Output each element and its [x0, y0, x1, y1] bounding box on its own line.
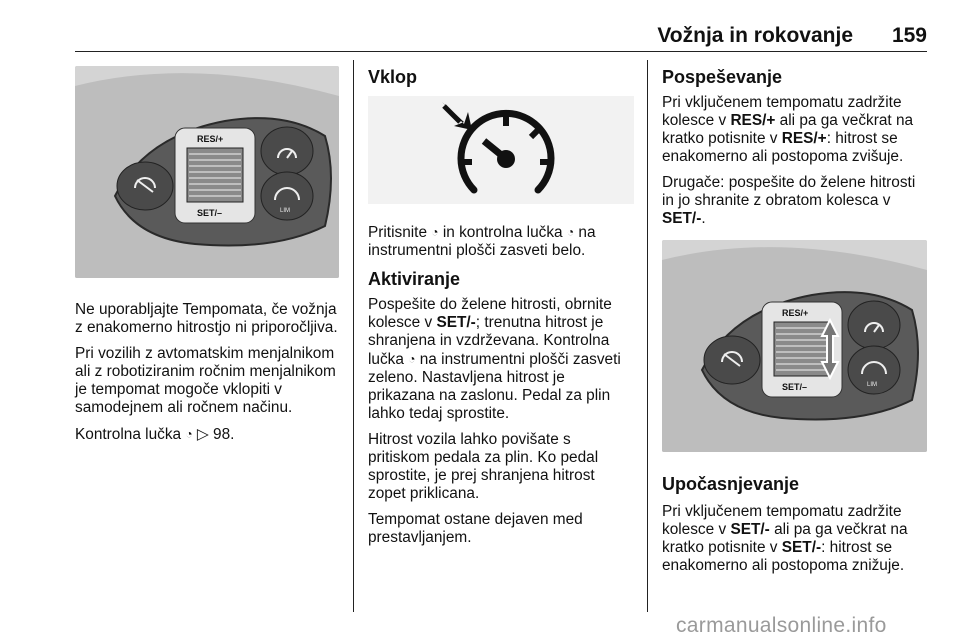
paragraph: Pri vozilih z avtomatskim menjalnikom ali z robotiziranim ročnim menjalnikom je tempomat mogoče vklopiti v samodejnem ali ročnem načinu.	[75, 345, 336, 416]
cruise-control-icon: ◔	[408, 352, 416, 366]
paragraph: Pri vključenem tempomatu zadržite kolesce v RES/+ ali pa ga večkrat na kratko potisnite v RES/+: hitrost se enakomerno ali postopoma zvišuje.	[662, 94, 914, 165]
lim-label: LIM	[867, 382, 878, 388]
cruise-control-symbol-image	[368, 96, 634, 204]
lim-label: LIM	[280, 208, 291, 214]
paragraph: Ne uporabljajte Tempomata, če vožnja z enakomerno hitrostjo ni priporočljiva.	[75, 301, 338, 336]
set-minus-label: SET/–	[782, 382, 808, 392]
column-right	[662, 66, 927, 583]
cruise-control-icon: ◔	[185, 427, 193, 441]
paragraph: Drugače: pospešite do želene hitrosti in jo shranite z obratom kolesca v SET/-.	[662, 174, 916, 227]
paragraph: Pri vključenem tempomatu zadržite kolesce v SET/- ali pa ga večkrat na kratko potisnite v SET/-: hitrost se enakomerno ali postopoma znižuje.	[662, 503, 908, 574]
paragraph: Hitrost vozila lahko povišate s pritiskom pedala za plin. Ko pedal sprostite, je prej shranjena hitrost zopet priklicana.	[368, 431, 599, 502]
page-header	[75, 18, 927, 52]
column-left	[75, 66, 339, 452]
column-divider	[647, 60, 648, 612]
page-reference: 98.	[213, 426, 235, 443]
res-plus-label: RES/+	[782, 308, 809, 318]
heading-pospesevanje: Pospeševanje	[662, 67, 783, 87]
cross-reference: Kontrolna lučka ◔ ▷ 98.	[75, 426, 235, 443]
paragraph: Pritisnite ◔ in kontrolna lučka ◔ na instrumentni plošči zasveti belo.	[368, 224, 596, 259]
column-divider	[353, 60, 354, 612]
heading-vklop: Vklop	[368, 67, 418, 87]
cruise-control-icon: ◔	[431, 225, 439, 239]
res-plus-label: RES/+	[197, 134, 224, 144]
chapter-title: Vožnja in rokovanje	[657, 24, 853, 47]
column-middle	[368, 66, 634, 555]
paragraph: Tempomat ostane dejaven med prestavljanjem.	[368, 511, 583, 546]
set-minus-label: SET/–	[197, 208, 223, 218]
reference-arrow-icon: ▷	[196, 426, 209, 443]
heading-aktiviranje: Aktiviranje	[368, 269, 461, 289]
steering-wheel-controls-arrows-image	[662, 240, 927, 452]
heading-upocasnjevanje: Upočasnjevanje	[662, 474, 800, 494]
paragraph: Pospešite do želene hitrosti, obrnite kolesce v SET/-; trenutna hitrost je shranjena in vzdrževana. Kontrolna lučka ◔ na instrumentni plošči zasveti zeleno. Nastavljena hitrost je prikazana na zaslonu. Pedal za plin lahko tedaj sprostite.	[368, 296, 621, 422]
steering-wheel-controls-image	[75, 66, 339, 278]
cruise-control-icon: ◔	[566, 225, 575, 239]
watermark: carmanualsonline.info	[676, 614, 887, 637]
page-number: 159	[891, 24, 927, 47]
